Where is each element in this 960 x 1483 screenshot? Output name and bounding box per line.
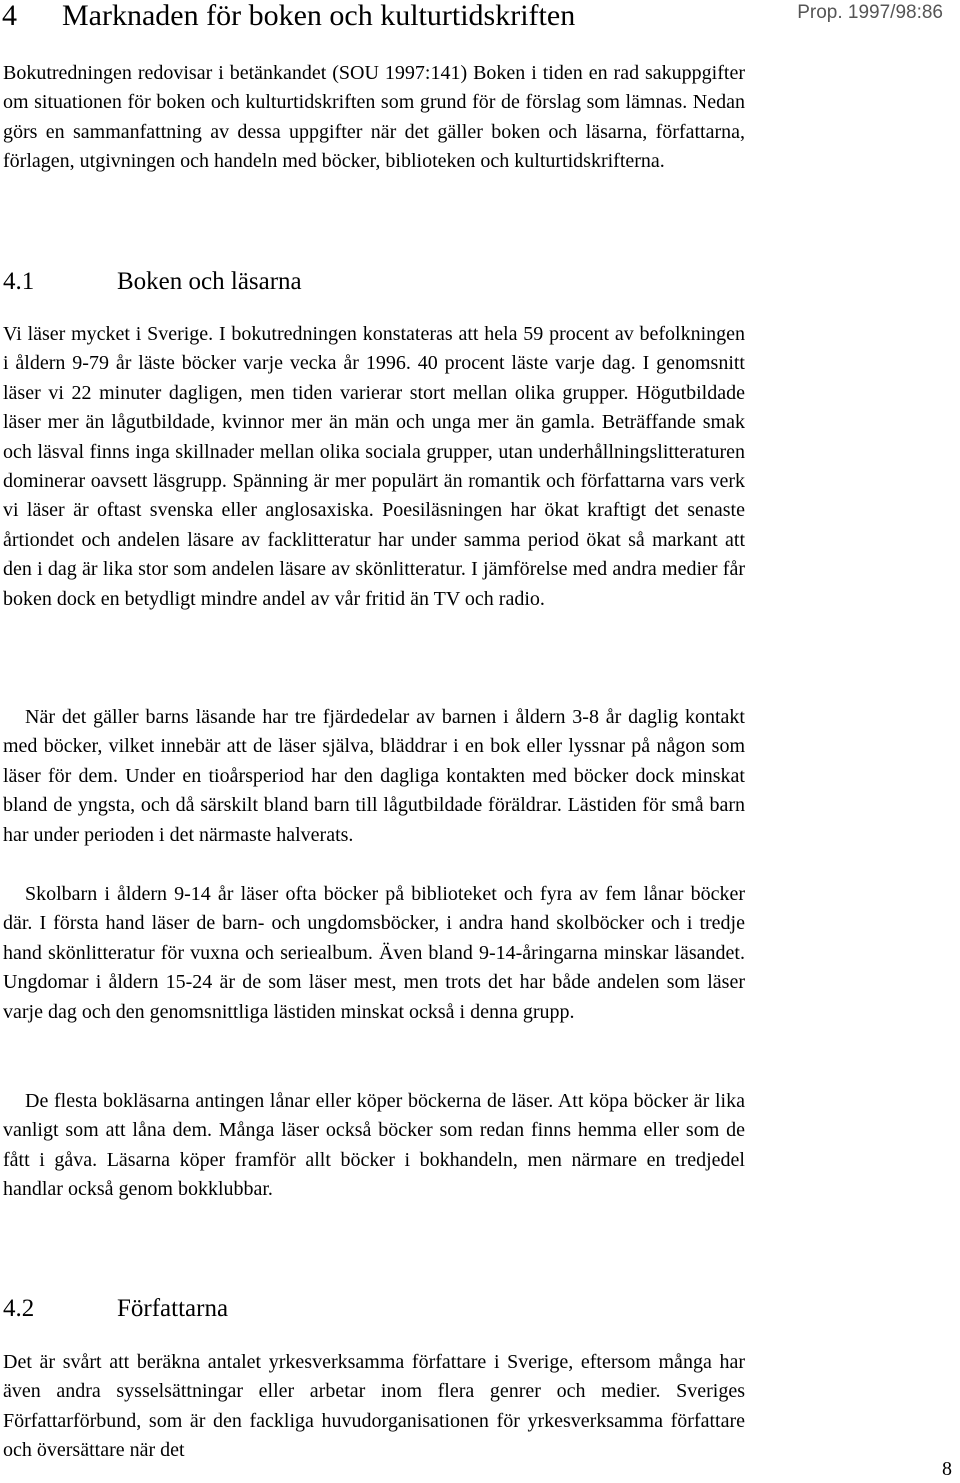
section-number: 4.1 (3, 268, 35, 295)
intro-paragraph: Bokutredningen redovisar i betänkandet (SOU 1997:141) Boken i tiden en rad sakuppgifter om situationen för boken och kulturtidskriften som grund för de förslag som lämnas. Nedan görs en sammanfattning av dessa uppgifter när det gäller boken och läsarna, författarna, förlagen, utgivningen och handeln med böcker, biblioteken och kulturtidskrifterna. (3, 62, 745, 173)
body-paragraph: Skolbarn i åldern 9-14 år läser ofta böcker på biblioteket och fyra av fem lånar böcker där. I första hand läser de barn- och ungdomsböcker, i andra hand skolböcker och i tredje hand skönlitteratur för vuxna och seriealbum. Även bland 9-14-åringarna minskar läsandet. Ungdomar i åldern 15-24 är de som läser mest, men trots det har både andelen som läser varje dag och den genomsnittliga lästiden minskat också i denna grupp. (3, 883, 745, 1023)
section-heading-4-1 (3, 267, 302, 297)
section-heading-4-2 (3, 1294, 228, 1324)
body-paragraph: De flesta bokläsarna antingen lånar eller köper böckerna de läser. Att köpa böcker är lika vanligt som att låna dem. Många läser också böcker som redan finns hemma eller som de fått i gåva. Läsarna köper framför allt böcker i bokhandeln, men närmare en tredjedel handlar också genom bokklubbar. (3, 1090, 745, 1201)
section-title: Författarna (117, 1295, 229, 1322)
section-title: Boken och läsarna (117, 268, 302, 295)
chapter-number: 4 (2, 0, 17, 32)
chapter-heading (2, 0, 575, 32)
page-number: 8 (942, 1458, 952, 1480)
chapter-title: Marknaden för boken och kulturtidskriften (62, 0, 576, 32)
body-paragraph: Vi läser mycket i Sverige. I bokutredningen konstateras att hela 59 procent av befolkningen i åldern 9-79 år läste böcker varje vecka år 1996. 40 procent läste varje dag. I genomsnitt läser vi 22 minuter dagligen, men tiden varierar stort mellan olika grupper. Högutbildade läser mer än lågutbildade, kvinnor mer än män och unga mer än gamla. Beträffande smak och läsval finns inga skillnader mellan olika sociala grupper, utan underhållningslitteraturen dominerar oavsett läsgrupp. Spänning är mer populärt än romantik och författarna vars verk vi läser är oftast svenska eller anglosaxiska. Poesiläsningen har ökat kraftigt det senaste årtiondet och andelen läsare av facklitteratur har under samma period ökat så markant att den i dag är lika stor som andelen läsare av skönlitteratur. I jämförelse med andra medier får boken dock en betydligt mindre andel av vår fritid än TV och radio. (3, 323, 745, 610)
body-paragraph: När det gäller barns läsande har tre fjärdedelar av barnen i åldern 3-8 år daglig kontakt med böcker, vilket innebär att de läser själva, bläddrar i en bok eller lyssnar på någon som läser för dem. Under en tioårsperiod har den dagliga kontakten med böcker dock minskat bland de yngsta, och då särskilt bland barn till lågutbildade föräldrar. Lästiden för små barn har under perioden i det närmaste halverats. (3, 706, 745, 846)
body-paragraph: Det är svårt att beräkna antalet yrkesverksamma författare i Sverige, eftersom många har även andra sysselsättningar eller arbetar inom flera genrer och medier. Sveriges Författarförbund, som är den fackliga huvudorganisationen för yrkesverksamma författare och översättare när det (3, 1351, 745, 1462)
proposition-reference: Prop. 1997/98:86 (797, 2, 943, 23)
section-number: 4.2 (3, 1295, 35, 1322)
